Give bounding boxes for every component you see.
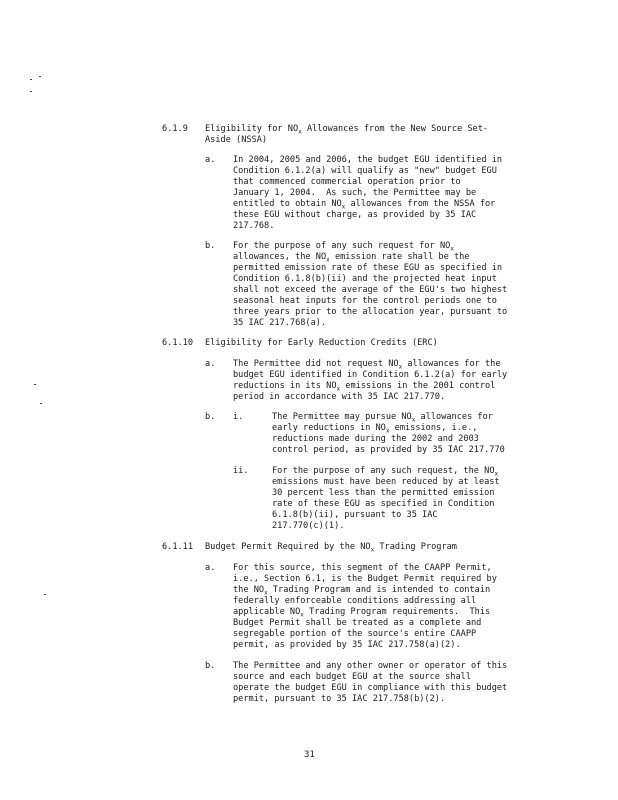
scan-speck [40, 403, 42, 404]
text-line: In 2004, 2005 and 2006, the budget EGU identified in [233, 155, 503, 165]
section-number: 6.1.11 [162, 542, 194, 552]
scan-speck [30, 79, 32, 80]
scan-speck [34, 384, 36, 385]
text-line: 217.770(c)(1). [272, 521, 345, 531]
text-line: entitled to obtain $NO_x$ allowances from the NSSA for [233, 199, 496, 211]
text-line: i.e., Section 6.1, is the Budget Permit required by [233, 574, 497, 584]
text-line: these EGU without charge, as provided by 35 IAC [233, 210, 477, 220]
subitem-marker: i. [233, 412, 244, 422]
text-line: The Permittee and any other owner or operator of this [233, 661, 508, 671]
text-line: segregable portion of the source's entire CAAPP [233, 629, 477, 639]
section-title: Aside (NSSA) [205, 135, 268, 145]
text-line: reductions in its $NO_x$ emissions in the 2001 control [233, 381, 496, 393]
text-line: source and each budget EGU at the source shall [233, 672, 471, 682]
item-marker: b. [205, 241, 216, 251]
text-line: operate the budget EGU in compliance with this budget [233, 683, 508, 693]
text-line: budget EGU identified in Condition 6.1.2(a) for early [233, 370, 508, 380]
text-line: permitted emission rate of these EGU as specified in [233, 263, 503, 273]
item-marker: b. [205, 661, 216, 671]
text-line: 217.768. [233, 221, 275, 231]
text-line: rate of these EGU as specified in Condition [272, 499, 495, 509]
section-number: 6.1.10 [162, 338, 194, 348]
text-line: early reductions in $NO_x$ emissions, i.e., [272, 423, 478, 435]
section-title: Eligibility for $NO_x$ Allowances from the New Source Set- [205, 124, 489, 136]
section-title: Budget Permit Required by the $NO_x$ Trading Program [205, 542, 457, 554]
text-line: Condition 6.1.8(b)(ii) and the projected heat input [233, 274, 497, 284]
text-line: 6.1.8(b)(ii), pursuant to 35 IAC [272, 510, 438, 520]
item-marker: a. [205, 359, 216, 369]
item-marker: a. [205, 155, 216, 165]
text-line: 30 percent less than the permitted emission [272, 488, 495, 498]
item-marker: b. [205, 412, 216, 422]
text-line: January 1, 2004. As such, the Permittee may be [233, 188, 477, 198]
text-line: shall not exceed the average of the EGU's two highest [233, 285, 508, 295]
text-line: three years prior to the allocation year, pursuant to [233, 307, 508, 317]
text-line: period in accordance with 35 IAC 217.770. [233, 392, 446, 402]
text-line: For this source, this segment of the CAAPP Permit, [233, 563, 492, 573]
text-line: applicable $NO_x$ Trading Program requirements. This [233, 607, 491, 619]
section-title: Eligibility for Early Reduction Credits (ERC) [205, 338, 438, 348]
text-line: permit, pursuant to 35 IAC 217.758(b)(2). [233, 694, 446, 704]
text-line: For the purpose of any such request, the $NO_x$ [272, 466, 499, 478]
text-line: 35 IAC 217.768(a). [233, 318, 327, 328]
section-number: 6.1.9 [162, 124, 188, 134]
text-line: allowances, the $NO_x$ emission rate shall be the [233, 252, 470, 264]
text-line: that commenced commercial operation prior to [233, 177, 461, 187]
text-line: the $NO_x$ Trading Program and is intended to contain [233, 585, 491, 597]
text-line: federally enforceable conditions addressing all [233, 596, 477, 606]
text-line: permit, as provided by 35 IAC 217.758(a)(2). [233, 640, 461, 650]
text-line: For the purpose of any such request for $NO_x$ [233, 241, 454, 253]
text-line: seasonal heat inputs for the control periods one to [233, 296, 497, 306]
text-line: Condition 6.1.2(a) will qualify as "new" budget EGU [233, 166, 497, 176]
scan-speck [44, 594, 46, 595]
text-line: control period, as provided by 35 IAC 217.770 [272, 445, 505, 455]
text-line: emissions must have been reduced by at least [272, 477, 500, 487]
text-line: The Permittee did not request $NO_x$ allowances for the [233, 359, 501, 371]
subitem-marker: ii. [233, 466, 249, 476]
text-line: Budget Permit shall be treated as a complete and [233, 618, 482, 628]
text-line: The Permittee may pursue $NO_x$ allowances for [272, 412, 493, 424]
item-marker: a. [205, 563, 216, 573]
scan-speck [39, 76, 41, 77]
page-number: 31 [304, 750, 315, 760]
text-line: reductions made during the 2002 and 2003 [272, 434, 479, 444]
scan-speck [30, 91, 32, 92]
